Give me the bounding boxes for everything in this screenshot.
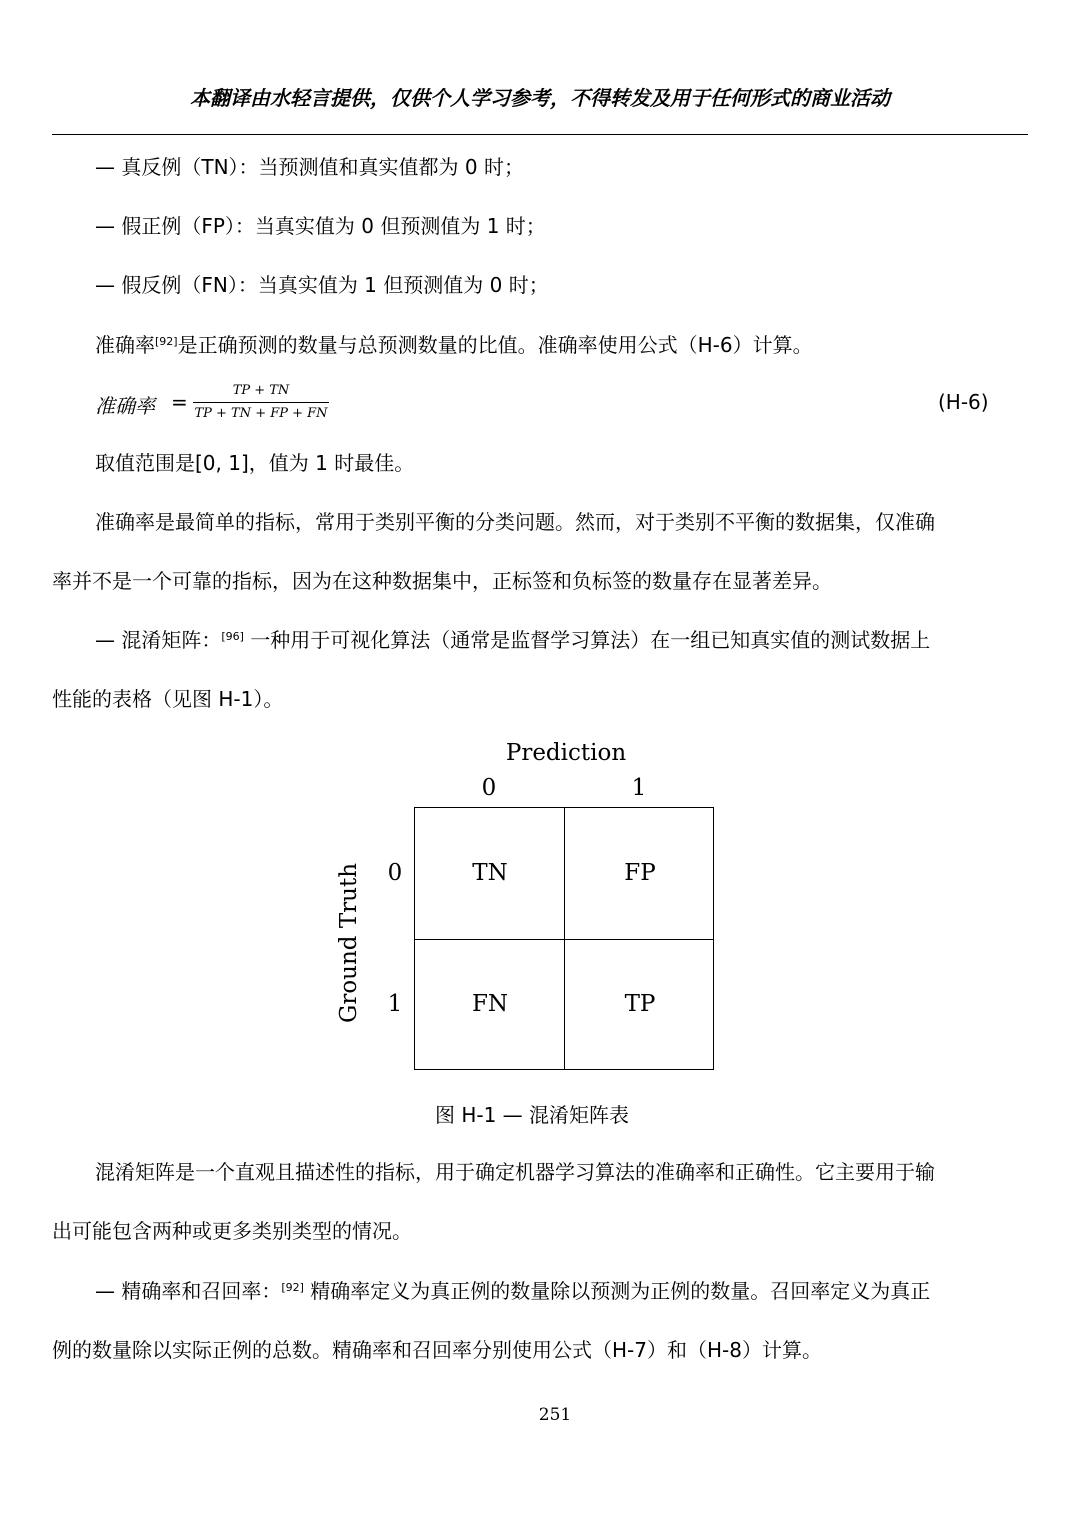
precision-item-prefix: — 精确率和召回率： (95, 1279, 282, 1303)
accuracy-intro (95, 331, 813, 359)
accuracy-intro-before: 准确率 (95, 333, 155, 357)
confusion-item-line2: 性能的表格（见图 H-1）。 (52, 687, 284, 711)
list-item-tn: — 真反例（TN）：当预测值和真实值都为 0 时； (95, 155, 524, 179)
figure-caption: 图 H-1 — 混淆矩阵表 (434, 1103, 630, 1127)
confusion-item-rest: 一种用于可视化算法（通常是监督学习算法）在一组已知真实值的测试数据上 (243, 628, 931, 652)
citation-ref: [92] (155, 335, 178, 348)
row-label-1: 1 (387, 991, 403, 1017)
list-item-fn: — 假反例（FN）：当真实值为 1 但预测值为 0 时； (95, 273, 549, 297)
col-label-1: 1 (631, 775, 647, 801)
range-text: 取值范围是[0, 1]，值为 1 时最佳。 (95, 451, 415, 475)
cell-fn: FN (471, 991, 509, 1017)
accuracy-intro-after: 是正确预测的数量与总预测数量的比值。准确率使用公式（H-6）计算。 (177, 333, 813, 357)
fraction-bar (193, 402, 329, 403)
formula-numerator: TP + TN (232, 383, 290, 398)
confusion-paragraph-line1: 混淆矩阵是一个直观且描述性的指标，用于确定机器学习算法的准确率和正确性。它主要用于输 (95, 1160, 935, 1184)
accuracy-paragraph-line1: 准确率是最简单的指标，常用于类别平衡的分类问题。然而，对于类别不平衡的数据集，仅准确 (95, 510, 935, 534)
row-label-0: 0 (387, 860, 403, 886)
precision-item-line2: 例的数量除以实际正例的总数。精确率和召回率分别使用公式（H-7）和（H-8）计算。 (52, 1338, 822, 1362)
citation-ref: [92] (281, 1281, 304, 1294)
cell-tp: TP (624, 991, 656, 1017)
equation-number: (H-6) (938, 390, 989, 414)
col-label-0: 0 (481, 775, 497, 801)
formula-fraction (193, 382, 329, 423)
page-header: 本翻译由水轻言提供，仅供个人学习参考，不得转发及用于任何形式的商业活动 (190, 86, 890, 110)
formula-equals: = (171, 390, 188, 414)
confusion-paragraph-line2: 出可能包含两种或更多类别类型的情况。 (52, 1219, 412, 1243)
matrix-vertical-divider (564, 807, 565, 1070)
ground-truth-label: Ground Truth (336, 862, 362, 1024)
page-number: 251 (538, 1405, 572, 1425)
precision-item-rest: 精确率定义为真正例的数量除以预测为正例的数量。召回率定义为真正 (303, 1279, 931, 1303)
prediction-label: Prediction (505, 740, 627, 766)
cell-fp: FP (624, 860, 656, 886)
confusion-item-line1 (95, 626, 930, 654)
header-divider (52, 134, 1028, 135)
accuracy-paragraph-line2: 率并不是一个可靠的指标，因为在这种数据集中，正标签和负标签的数量存在显著差异。 (52, 569, 832, 593)
precision-item-line1 (95, 1277, 930, 1305)
matrix-horizontal-divider (414, 939, 714, 940)
confusion-item-prefix: — 混淆矩阵： (95, 628, 222, 652)
formula-lhs: 准确率 (95, 394, 155, 418)
citation-ref: [96] (221, 630, 244, 643)
formula-denominator: TP + TN + FP + FN (194, 406, 328, 421)
matrix-grid (414, 807, 714, 1070)
list-item-fp: — 假正例（FP）：当真实值为 0 但预测值为 1 时； (95, 214, 546, 238)
cell-tn: TN (472, 860, 508, 886)
